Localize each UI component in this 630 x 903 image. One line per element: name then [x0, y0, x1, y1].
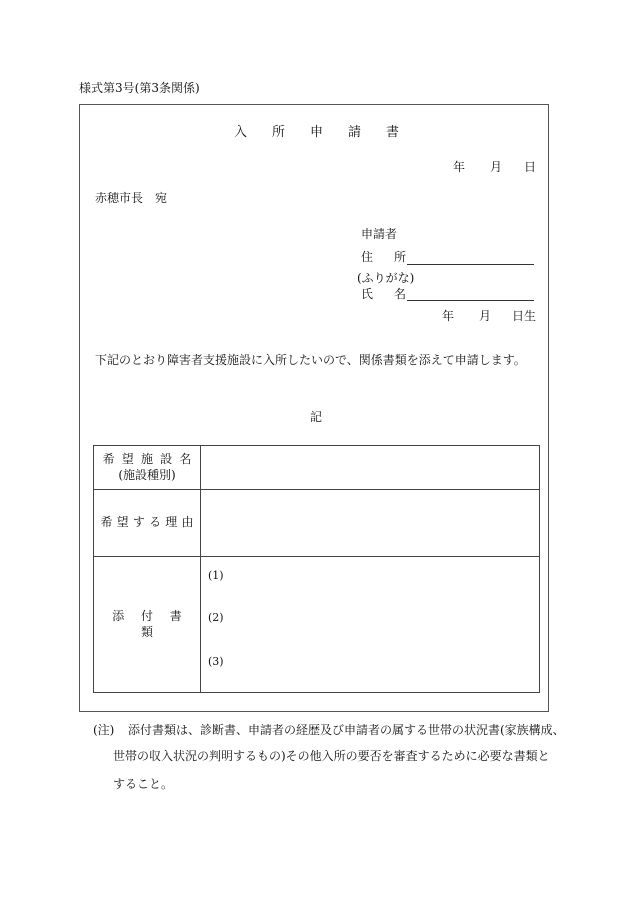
attachment-item: (3) — [208, 655, 224, 668]
desired-facility-label: 希望施設名 — [102, 451, 199, 466]
note-line: 世帯の収入状況の判明するもの)その他入所の要否を審査するために必要な書類と — [113, 749, 550, 763]
reason-input[interactable] — [201, 490, 539, 556]
note-prefix: (注) — [93, 723, 115, 737]
attachments-input[interactable] — [201, 557, 539, 693]
date-month: 月 — [490, 160, 503, 174]
name-field-line[interactable] — [407, 300, 534, 301]
birth-month: 月 — [479, 309, 492, 323]
application-statement: 下記のとおり障害者支援施設に入所したいので、関係書類を添えて申請します。 — [95, 353, 526, 367]
date-day: 日 — [524, 160, 537, 174]
application-table — [93, 445, 540, 693]
birth-day: 日生 — [512, 309, 537, 323]
name-label: 氏 — [361, 287, 374, 301]
facility-type-label: (施設種別) — [118, 467, 176, 482]
date-year: 年 — [453, 160, 466, 174]
desired-facility-label-cell — [94, 446, 200, 489]
reason-label: 希望する理由 — [100, 515, 198, 530]
reason-label-cell — [94, 490, 200, 556]
addressee: 赤穂市長 宛 — [95, 191, 168, 205]
form-number-label: 様式第3号(第3条関係) — [79, 81, 200, 95]
title-char: 請 — [348, 125, 362, 140]
attachment-item: (2) — [208, 611, 224, 624]
attachments-label-cell — [94, 557, 200, 693]
birth-year: 年 — [442, 309, 455, 323]
title-char: 書 — [386, 125, 400, 140]
attachment-item: (1) — [208, 569, 224, 582]
title-char: 申 — [310, 125, 324, 140]
attachments-label: 添付書類 — [112, 609, 199, 639]
note-line: すること。 — [113, 777, 174, 791]
address-label: 所 — [394, 250, 407, 264]
desired-facility-input[interactable] — [201, 446, 539, 489]
furigana-label: (ふりがな) — [357, 271, 415, 285]
address-label: 住 — [361, 250, 374, 264]
address-field-line[interactable] — [407, 264, 534, 265]
applicant-heading: 申請者 — [361, 227, 398, 241]
note-line: 添付書類は、診断書、申請者の経歴及び申請者の属する世帯の状況書(家族構成、 — [128, 723, 565, 737]
ki-heading: 記 — [310, 410, 323, 424]
title-char: 所 — [272, 125, 286, 140]
title-char: 入 — [234, 125, 248, 140]
name-label: 名 — [394, 287, 407, 301]
